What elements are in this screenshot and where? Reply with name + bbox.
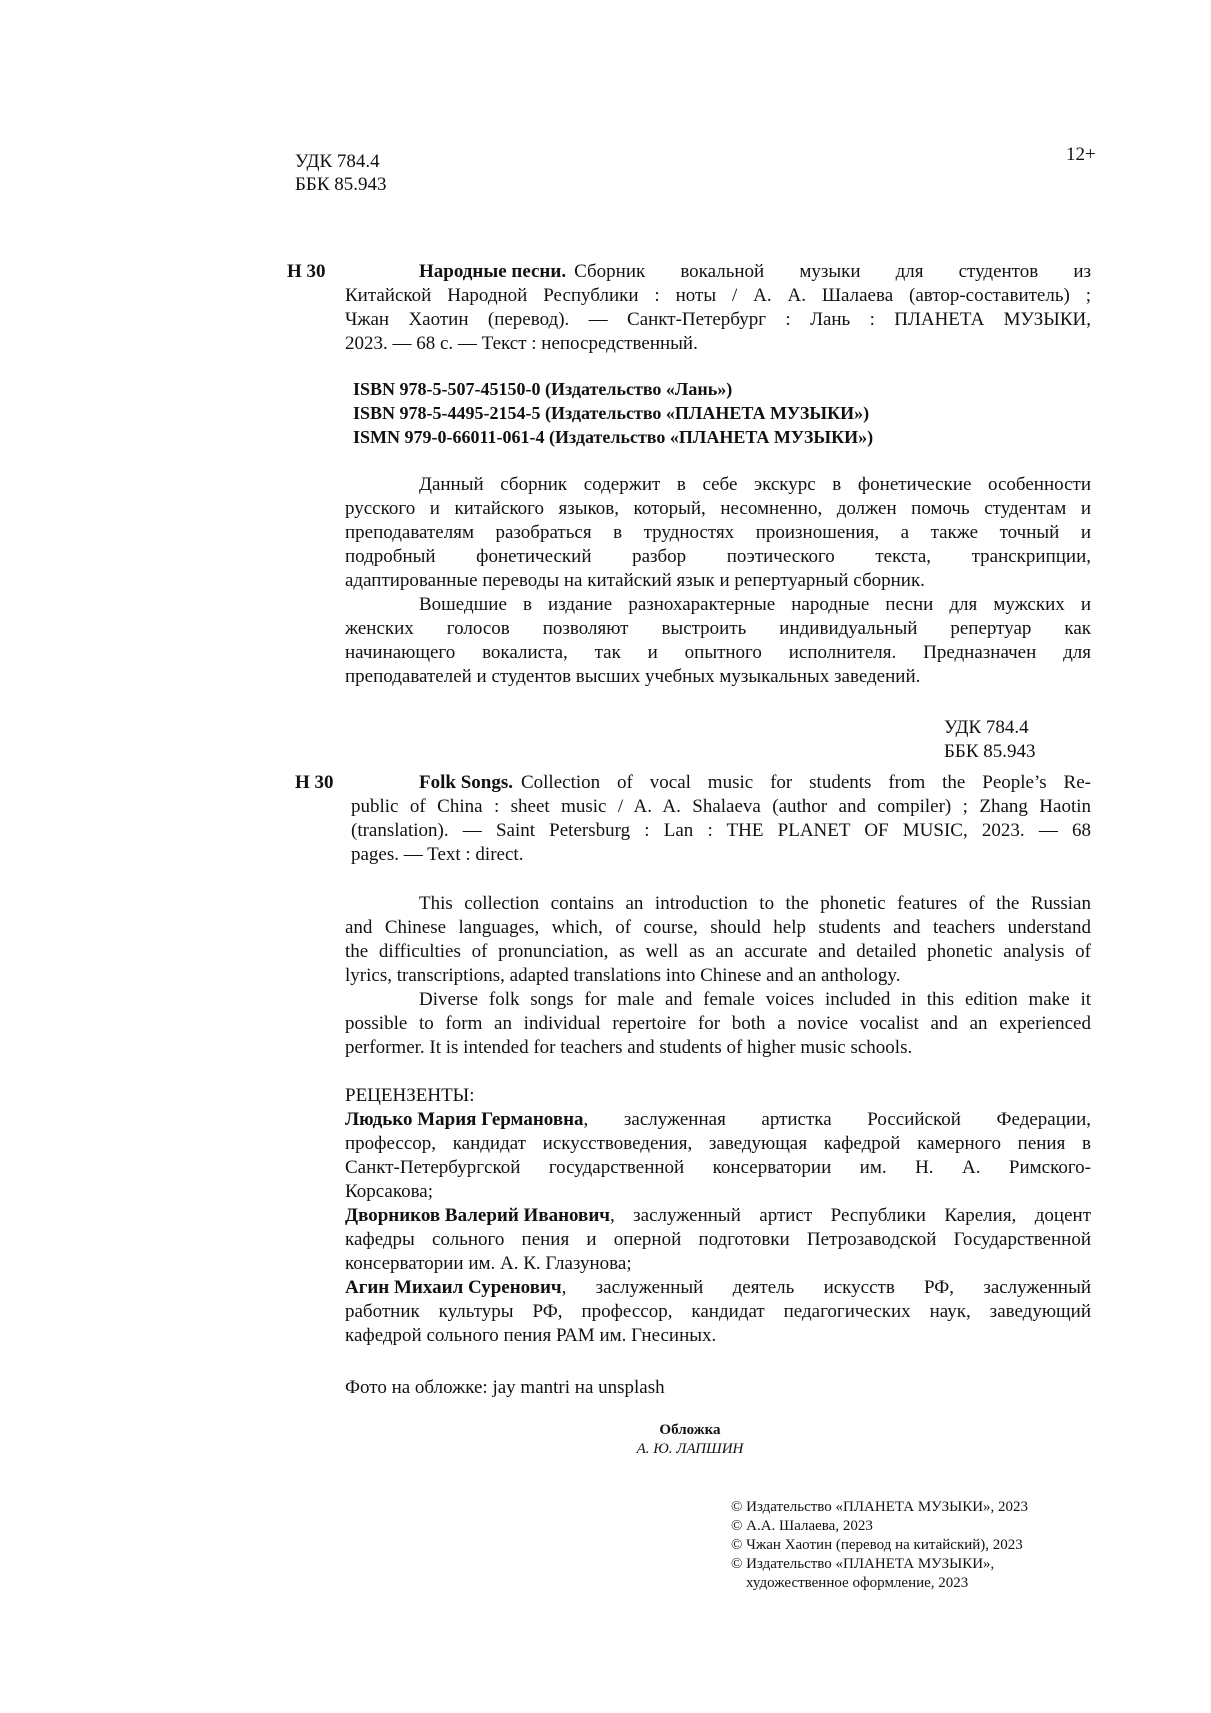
reviewer-2-name: Дворников Валерий Иванович [345, 1205, 610, 1226]
udk-code: УДК 784.4 [295, 151, 380, 172]
ru-annotation-line: Данный сборник содержит в себе экскурс в фонетические особенности [419, 474, 1091, 495]
en-annotation-line: Diverse folk songs for male and female voices included in this edition make it [419, 989, 1091, 1010]
reviewer-1-name: Людько Мария Германовна [345, 1109, 584, 1130]
en-annotation-line: lyrics, transcriptions, adapted translations into Chinese and an anthology. [345, 965, 901, 986]
en-entry-line: Collection of vocal music for students from the People’s Re- [520, 772, 1091, 793]
ismn-planet: ISMN 979-0-66011-061-4 (Издательство «ПЛАНЕТА МУЗЫКИ») [353, 427, 874, 447]
photo-credit: Фото на обложке: jay mantri на unsplash [345, 1377, 665, 1398]
copyright-line: © Чжан Хаотин (перевод на китайский), 2023 [731, 1537, 1023, 1553]
en-entry-first-line [419, 771, 1091, 794]
reviewer-1-first-line [345, 1108, 1091, 1131]
reviewer-1-line: , заслуженная артистка Российской Федерации, [583, 1109, 1091, 1130]
ru-annotation-line: преподавателей и студентов высших учебных музыкальных заведений. [345, 666, 921, 687]
ru-annotation-line: подробный фонетический разбор поэтического текста, транскрипции, [345, 546, 1091, 567]
ru-entry-line: Сборник вокальной музыки для студентов из [574, 261, 1091, 282]
ru-entry-line: Чжан Хаотин (перевод). — Санкт-Петербург : Лань : ПЛАНЕТА МУЗЫКИ, [345, 309, 1091, 330]
ru-annotation-line: женских голосов позволяют выстроить индивидуальный репертуар как [345, 618, 1091, 639]
reviewer-2-line: кафедры сольного пения и оперной подготовки Петрозаводской Государственной [345, 1229, 1091, 1250]
udk-code-en: УДК 784.4 [944, 717, 1029, 738]
reviewers-heading: РЕЦЕНЗЕНТЫ: [345, 1085, 475, 1106]
bbk-code: ББК 85.943 [295, 174, 387, 195]
ru-entry-title: Народные песни. [419, 261, 567, 282]
en-author-mark: Н 30 [295, 772, 334, 793]
copyright-line: © Издательство «ПЛАНЕТА МУЗЫКИ», 2023 [731, 1499, 1029, 1515]
reviewer-1-line: Санкт-Петербургской государственной консерватории им. Н. А. Римского- [345, 1157, 1091, 1178]
cover-label: Обложка [659, 1422, 721, 1438]
copyright-line: © Издательство «ПЛАНЕТА МУЗЫКИ», [731, 1556, 995, 1572]
copyright-line: художественное оформление, 2023 [746, 1575, 969, 1591]
cover-designer: А. Ю. ЛАПШИН [636, 1441, 744, 1457]
en-annotation-line: the difficulties of pronunciation, as well as an accurate and detailed phonetic analysis of [345, 941, 1091, 962]
reviewer-3-name: Агин Михаил Суренович [345, 1277, 562, 1298]
ru-annotation-line: Вошедшие в издание разнохарактерные народные песни для мужских и [419, 594, 1091, 615]
reviewer-3-line: , заслуженный деятель искусств РФ, заслуженный [561, 1277, 1091, 1298]
ru-entry-line: 2023. — 68 с. — Текст : непосредственный. [345, 333, 698, 354]
en-annotation-line: and Chinese languages, which, of course, should help students and teachers understand [345, 917, 1091, 938]
en-entry-line: (translation). — Saint Petersburg : Lan : THE PLANET OF MUSIC, 2023. — 68 [351, 820, 1091, 841]
bbk-code-en: ББК 85.943 [944, 741, 1036, 762]
ru-author-mark: Н 30 [287, 261, 326, 282]
reviewer-2-first-line [345, 1204, 1091, 1227]
en-annotation-line: possible to form an individual repertoire for both a novice vocalist and an experienced [345, 1013, 1091, 1034]
reviewer-1-line: Корсакова; [345, 1181, 434, 1202]
reviewer-3-line: работник культуры РФ, профессор, кандидат педагогических наук, заведующий [345, 1301, 1091, 1322]
ru-annotation-line: адаптированные переводы на китайский язык и репертуарный сборник. [345, 570, 925, 591]
reviewer-2-line: консерватории им. А. К. Глазунова; [345, 1253, 632, 1274]
ru-entry-first-line [419, 260, 1091, 283]
ru-annotation-line: русского и китайского языков, который, несомненно, должен помочь студентам и [345, 498, 1091, 519]
reviewer-3-line: кафедрой сольного пения РАМ им. Гнесиных. [345, 1325, 717, 1346]
age-rating: 12+ [1066, 144, 1096, 165]
reviewer-3-first-line [345, 1276, 1091, 1299]
reviewer-1-line: профессор, кандидат искусствоведения, заведующая кафедрой камерного пения в [345, 1133, 1091, 1154]
isbn-planet: ISBN 978-5-4495-2154-5 (Издательство «ПЛАНЕТА МУЗЫКИ») [353, 403, 870, 423]
isbn-lan: ISBN 978-5-507-45150-0 (Издательство «Лань») [353, 379, 733, 399]
en-annotation-line: performer. It is intended for teachers and students of higher music schools. [345, 1037, 913, 1058]
en-entry-line: public of China : sheet music / A. A. Shalaeva (author and compiler) ; Zhang Haotin [351, 796, 1091, 817]
ru-annotation-line: преподавателям разобраться в трудностях произношения, а также точный и [345, 522, 1091, 543]
en-entry-line: pages. — Text : direct. [351, 844, 524, 865]
en-entry-title: Folk Songs. [419, 772, 513, 793]
ru-annotation-line: начинающего вокалиста, так и опытного исполнителя. Предназначен для [345, 642, 1091, 663]
en-annotation-line: This collection contains an introduction to the phonetic features of the Russian [419, 893, 1091, 914]
ru-entry-line: Китайской Народной Республики : ноты / А. А. Шалаева (автор-составитель) ; [345, 285, 1091, 306]
reviewer-2-line: , заслуженный артист Республики Карелия, доцент [609, 1205, 1091, 1226]
copyright-line: © А.А. Шалаева, 2023 [731, 1518, 873, 1534]
